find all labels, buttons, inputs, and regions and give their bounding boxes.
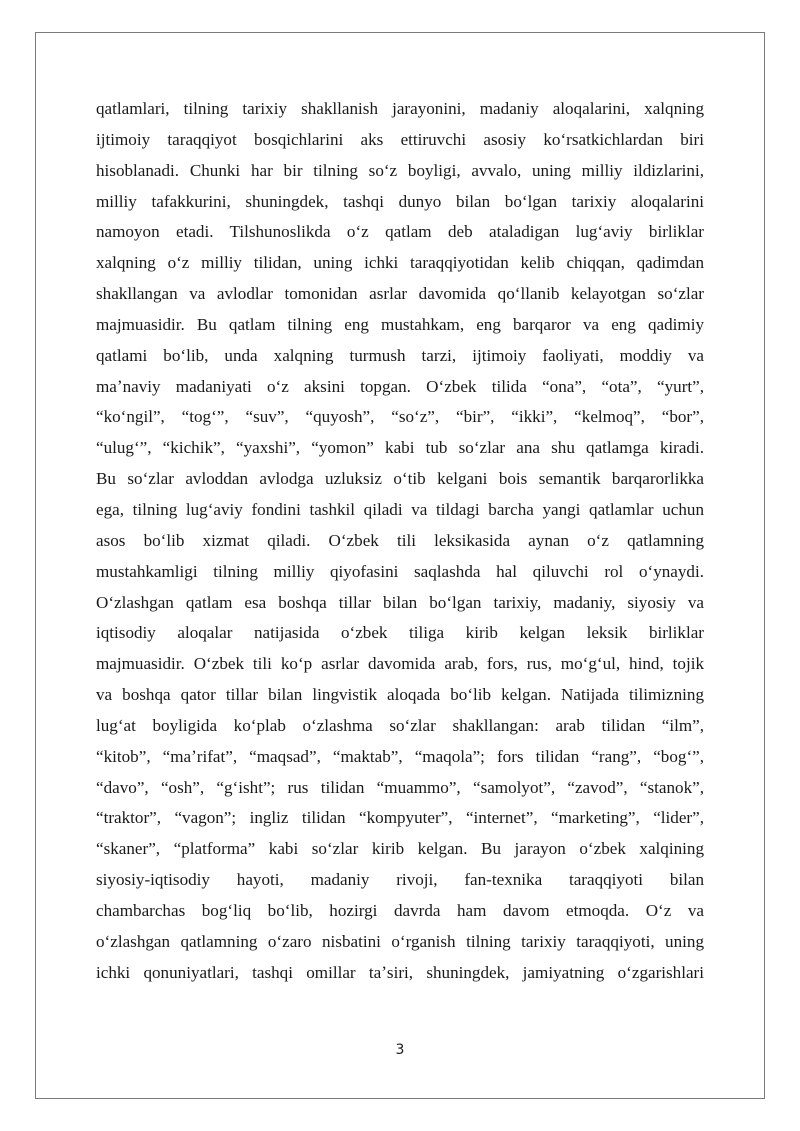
- text-line: asos boʻlib xizmat qiladi. Oʻzbek tili leksikasida aynan oʻz qatlamning: [96, 530, 704, 550]
- text-line: maʼnaviy madaniyati oʻz aksini topgan. Oʻzbek tilida “ona”, “ota”, “yurt”,: [96, 376, 704, 396]
- text-line: qatlamlari, tilning tarixiy shakllanish jarayonini, madaniy aloqalarini, xalqning: [96, 99, 704, 118]
- text-line: chambarchas bogʻliq boʻlib, hozirgi davrda ham davom etmoqda. Oʻz va: [96, 900, 704, 920]
- text-line: ijtimoiy taraqqiyot bosqichlarini aks ettiruvchi asosiy koʻrsatkichlardan biri: [96, 129, 704, 149]
- text-line: lugʻat boyligida koʻplab oʻzlashma soʻzlar shakllangan: arab tilidan “ilm”,: [96, 715, 704, 735]
- text-line: “traktor”, “vagon”; ingliz tilidan “kompyuter”, “internet”, “marketing”, “lider”,: [96, 808, 704, 828]
- text-line: milliy tafakkurini, shuningdek, tashqi dunyo bilan boʻlgan tarixiy aloqalarini: [96, 191, 704, 211]
- text-line: oʻzlashgan qatlamning oʻzaro nisbatini oʻrganish tilning tarixiy taraqqiyoti, uning: [96, 931, 704, 951]
- text-line: qatlami boʻlib, unda xalqning turmush tarzi, ijtimoiy faoliyati, moddiy va: [96, 345, 704, 365]
- text-line: “kitob”, “maʼrifat”, “maqsad”, “maktab”, “maqola”; fors tilidan “rang”, “bogʻ”,: [96, 746, 704, 766]
- text-line: majmuasidir. Oʻzbek tili koʻp asrlar davomida arab, fors, rus, moʻgʻul, hind, tojik: [96, 654, 704, 674]
- text-line: ichki qonuniyatlari, tashqi omillar taʼsiri, shuningdek, jamiyatning oʻzgarishlari: [96, 962, 704, 982]
- text-line: ega, tilning lugʻaviy fondini tashkil qiladi va tildagi barcha yangi qatlamlar uchun: [96, 499, 704, 519]
- text-line: va boshqa qator tillar bilan lingvistik aloqada boʻlib kelgan. Natijada tilimizning: [96, 685, 704, 705]
- text-line: “skaner”, “platforma” kabi soʻzlar kirib kelgan. Bu jarayon oʻzbek xalqining: [96, 839, 704, 859]
- text-line: mustahkamligi tilning milliy qiyofasini saqlashda hal qiluvchi rol oʻynaydi.: [96, 561, 704, 581]
- text-line: namoyon etadi. Tilshunoslikda oʻz qatlam deb ataladigan lugʻaviy birliklar: [96, 222, 704, 242]
- text-line: shakllangan va avlodlar tomonidan asrlar davomida qoʻllanib kelayotgan soʻzlar: [96, 284, 704, 304]
- text-line: hisoblanadi. Chunki har bir tilning soʻz boyligi, avvalo, uning milliy ildizlarini,: [96, 160, 704, 180]
- text-line: iqtisodiy aloqalar natijasida oʻzbek tiliga kirib kelgan leksik birliklar: [96, 623, 704, 643]
- body-text: [96, 94, 704, 988]
- text-line: xalqning oʻz milliy tilidan, uning ichki taraqqiyotidan kelib chiqqan, qadimdan: [96, 253, 704, 273]
- text-line: “koʻngil”, “togʻ”, “suv”, “quyosh”, “soʻz”, “bir”, “ikki”, “kelmoq”, “bor”,: [96, 407, 704, 427]
- page-number: 3: [395, 1042, 405, 1058]
- text-line: “davo”, “osh”, “gʻisht”; rus tilidan “muammo”, “samolyot”, “zavod”, “stanok”,: [96, 777, 704, 797]
- text-line: Oʻzlashgan qatlam esa boshqa tillar bilan boʻlgan tarixiy, madaniy, siyosiy va: [96, 592, 704, 612]
- text-line: Bu soʻzlar avloddan avlodga uzluksiz oʻtib kelgani bois semantik barqarorlikka: [96, 469, 704, 489]
- text-line: majmuasidir. Bu qatlam tilning eng mustahkam, eng barqaror va eng qadimiy: [96, 314, 704, 334]
- text-line: siyosiy-iqtisodiy hayoti, madaniy rivoji, fan-texnika taraqqiyoti bilan: [96, 870, 704, 890]
- text-line: “ulugʻ”, “kichik”, “yaxshi”, “yomon” kabi tub soʻzlar ana shu qatlamga kiradi.: [96, 438, 704, 458]
